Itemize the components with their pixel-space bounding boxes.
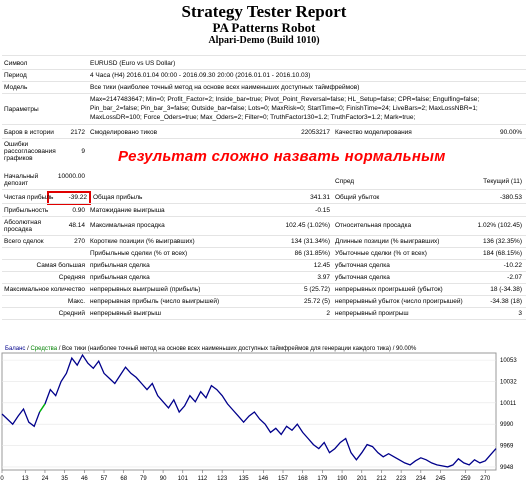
avg-cons-losses-label: непрерывный проигрыш bbox=[335, 310, 409, 317]
max-cons-loss-label: непрерывный убыток (число проигрышей) bbox=[335, 298, 463, 305]
avg-cons-label: Средний bbox=[58, 310, 85, 317]
x-tick-label: 112 bbox=[197, 476, 208, 482]
errors-label-2: рассогласования bbox=[4, 148, 56, 155]
quality-value: 90.00% bbox=[499, 129, 522, 136]
avg-cons-wins-value: 2 bbox=[326, 310, 330, 317]
period-label: Период bbox=[4, 72, 27, 79]
deposit-label-1: Начальный bbox=[4, 173, 39, 180]
symbol-label: Символ bbox=[4, 60, 28, 67]
short-positions-value: 134 (31.34%) bbox=[290, 238, 330, 245]
y-tick-label: 9969 bbox=[500, 443, 514, 450]
expected-payoff-label: Матожидание выигрыша bbox=[90, 207, 165, 214]
legend-rest: / Все тики (наиболее точный метод на основе всех наименьших доступных таймфреймов для генерации каждого тика) / 90.00% bbox=[58, 346, 417, 352]
x-tick-label: 234 bbox=[415, 476, 426, 482]
x-tick-label: 259 bbox=[460, 476, 471, 482]
annotation-text: Результат сложно назвать нормальным bbox=[118, 148, 446, 165]
params-label: Параметры bbox=[4, 106, 39, 113]
largest-loss-value: -10.22 bbox=[503, 262, 522, 269]
net-profit-value: -39.22 bbox=[68, 194, 87, 201]
spread-value: Текущий (11) bbox=[483, 178, 522, 185]
avg-cons-wins-label: непрерывный выигрыш bbox=[90, 310, 162, 317]
x-tick-label: 35 bbox=[61, 476, 68, 482]
y-tick-label: 10053 bbox=[500, 358, 517, 365]
x-tick-label: 212 bbox=[376, 476, 387, 482]
gross-loss-value: -380.53 bbox=[499, 194, 522, 201]
x-tick-label: 190 bbox=[337, 476, 348, 482]
abs-drawdown-value: 48.14 bbox=[68, 222, 85, 229]
report-title: Strategy Tester Report bbox=[181, 2, 347, 21]
x-tick-label: 245 bbox=[435, 476, 446, 482]
robot-name: PA Patterns Robot bbox=[212, 20, 316, 35]
params-line-1: Max=2147483647; Min=0; Profit_Factor=2; Inside_bar=true; Pivot_Point_Reversal=false; HL_Setup=false; CPR=false; Engulfing=false; bbox=[90, 96, 480, 103]
x-tick-label: 179 bbox=[317, 476, 328, 482]
chart-legend: Баланс / Средства / Все тики (наиболее точный метод на основе всех наименьших доступных таймфреймов для генерации каждого тика) / 90.00% bbox=[5, 346, 417, 352]
quality-label: Качество моделирования bbox=[335, 129, 412, 136]
x-tick-label: 0 bbox=[0, 476, 4, 482]
x-tick-label: 79 bbox=[140, 476, 147, 482]
max-cons-profit-value: 25.72 (5) bbox=[303, 298, 330, 305]
x-tick-label: 135 bbox=[238, 476, 249, 482]
x-tick-label: 13 bbox=[21, 476, 29, 482]
short-positions-label: Короткие позиции (% выигравших) bbox=[90, 238, 195, 245]
legend-equity: Средства bbox=[30, 346, 58, 352]
max-cons-wins-value: 5 (25.72) bbox=[303, 286, 330, 293]
max-cons-losses-value: 18 (-34.38) bbox=[490, 286, 522, 293]
max-count-label: Максимальное количество bbox=[4, 286, 85, 293]
largest-profit-label: прибыльная сделка bbox=[90, 262, 150, 269]
profit-factor-label: Прибыльность bbox=[4, 207, 49, 214]
avg-profit-value: 3.97 bbox=[317, 274, 330, 281]
profit-factor-value: 0.90 bbox=[72, 207, 85, 214]
y-tick-label: 10011 bbox=[500, 400, 517, 407]
errors-label-3: графиков bbox=[4, 155, 33, 162]
gross-profit-value: 341.31 bbox=[310, 194, 330, 201]
model-value: Все тики (наиболее точный метод на основе всех наименьших доступных таймфреймов) bbox=[90, 84, 360, 91]
x-tick-label: 101 bbox=[177, 476, 188, 482]
avg-profit-label: прибыльная сделка bbox=[90, 274, 150, 281]
avg-loss-value: -2.07 bbox=[507, 274, 522, 281]
x-tick-label: 223 bbox=[396, 476, 407, 482]
gross-profit-label: Общая прибыль bbox=[93, 194, 143, 201]
profit-trades-value: 86 (31.85%) bbox=[294, 250, 330, 257]
net-profit-label: Чистая прибыль bbox=[4, 194, 54, 201]
spread-label: Спред bbox=[335, 178, 355, 185]
avg-cons-losses-value: 3 bbox=[518, 310, 522, 317]
max-cons-profit-label: непрерывная прибыль (число выигрышей) bbox=[90, 298, 220, 305]
symbol-value: EURUSD (Euro vs US Dollar) bbox=[90, 60, 176, 67]
x-tick-label: 46 bbox=[80, 476, 88, 482]
bars-value: 2172 bbox=[70, 129, 85, 136]
x-tick-label: 68 bbox=[120, 476, 128, 482]
ticks-value: 22053217 bbox=[301, 129, 330, 136]
max-drawdown-label: Максимальная просадка bbox=[90, 222, 165, 229]
largest-profit-value: 12.45 bbox=[313, 262, 330, 269]
x-tick-label: 123 bbox=[217, 476, 228, 482]
balance-chart bbox=[0, 343, 528, 485]
avg-loss-label: убыточная сделка bbox=[335, 274, 390, 281]
plot-area bbox=[2, 353, 496, 470]
max-cons-wins-label: непрерывных выигрышей (прибыль) bbox=[90, 286, 201, 293]
rel-drawdown-label: Относительная просадка bbox=[335, 222, 412, 229]
total-trades-label: Всего сделок bbox=[4, 238, 44, 245]
model-label: Модель bbox=[4, 84, 28, 91]
expected-payoff-value: -0.15 bbox=[315, 207, 330, 214]
rel-drawdown-value: 1.02% (102.45) bbox=[477, 222, 522, 229]
x-tick-label: 90 bbox=[159, 476, 167, 482]
params-line-3: MaxLossDR=100; Force_Oders=true; Max_Oders=2; Filter=0; TruthFactor130=1.2; TruthFactor3=1.2; Mark=true; bbox=[90, 114, 416, 121]
period-value: 4 Часа (H4) 2016.01.04 00:00 - 2016.09.30 20:00 (2016.01.01 - 2016.10.03) bbox=[90, 72, 311, 79]
legend-balance: Баланс bbox=[5, 346, 26, 352]
bars-label: Баров в истории bbox=[4, 129, 54, 136]
max-cons-loss-value: -34.38 (18) bbox=[490, 298, 522, 305]
y-tick-label: 9948 bbox=[500, 464, 514, 471]
loss-trades-label: Убыточные сделки (% от всех) bbox=[335, 250, 427, 257]
largest-label: Самая большая bbox=[36, 262, 85, 269]
gross-loss-label: Общий убыток bbox=[335, 194, 380, 201]
ticks-label: Смоделировано тиков bbox=[90, 129, 158, 136]
max-label: Макс. bbox=[67, 298, 85, 305]
average-label: Средняя bbox=[58, 274, 85, 281]
max-drawdown-value: 102.45 (1.02%) bbox=[285, 222, 330, 229]
total-trades-value: 270 bbox=[74, 238, 85, 245]
deposit-value: 10000.00 bbox=[57, 173, 85, 180]
x-tick-label: 168 bbox=[297, 476, 308, 482]
long-positions-label: Длинные позиции (% выигравших) bbox=[335, 238, 440, 245]
abs-drawdown-label-2: просадка bbox=[4, 226, 33, 233]
abs-drawdown-label-1: Абсолютная bbox=[4, 219, 42, 226]
y-tick-label: 10032 bbox=[500, 379, 517, 386]
x-tick-label: 157 bbox=[277, 476, 289, 482]
deposit-label-2: депозит bbox=[4, 180, 29, 187]
y-tick-label: 9990 bbox=[500, 422, 514, 429]
profit-trades-label: Прибыльные сделки (% от всех) bbox=[90, 250, 188, 257]
x-tick-label: 24 bbox=[41, 476, 49, 482]
largest-loss-label: убыточная сделка bbox=[335, 262, 390, 269]
x-tick-label: 201 bbox=[356, 476, 367, 482]
errors-label-1: Ошибки bbox=[4, 141, 29, 148]
server-name: Alpari-Demo (Build 1010) bbox=[208, 35, 320, 46]
x-tick-label: 146 bbox=[258, 476, 269, 482]
loss-trades-value: 184 (68.15%) bbox=[482, 250, 522, 257]
x-tick-label: 57 bbox=[100, 476, 108, 482]
max-cons-losses-label: непрерывных проигрышей (убыток) bbox=[335, 286, 443, 293]
errors-value: 9 bbox=[81, 148, 85, 155]
long-positions-value: 136 (32.35%) bbox=[482, 238, 522, 245]
params-line-2: Pin_bar_2=false; Pin_bar_3=false; Outside_bar=false; Lots=0; MaxRisk=0; StartTime=0; FinishTime=24; LiveBars=2; MaxLossNBR=1; bbox=[90, 105, 478, 112]
x-tick-label: 270 bbox=[480, 476, 491, 482]
